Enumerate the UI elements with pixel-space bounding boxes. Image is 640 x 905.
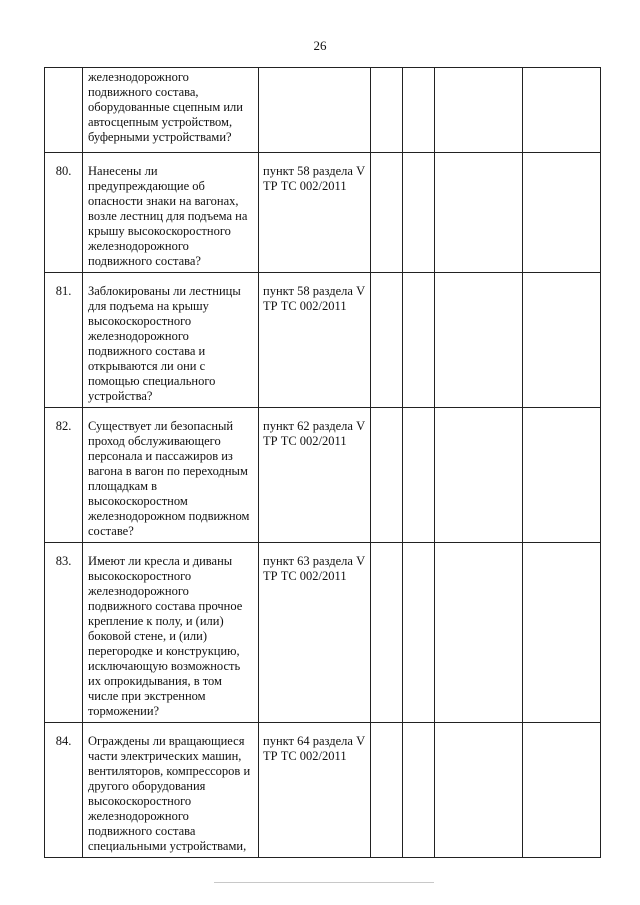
answer-cell-yes <box>371 153 403 273</box>
answer-cell-no <box>403 273 435 408</box>
row-question: Имеют ли кресла и диваны высокоскоростного железнодорожного подвижного состава прочное крепление к полу, и (или) боковой стене, и (или) перегородке и конструкцию, исключающую возможность их опрокидывания, в том числе при экстренном торможении? <box>83 543 259 723</box>
row-number: 84. <box>45 723 83 858</box>
row-reference: пункт 64 раздела V ТР ТС 002/2011 <box>259 723 371 858</box>
answer-cell-no <box>403 408 435 543</box>
row-number: 82. <box>45 408 83 543</box>
row-reference: пункт 63 раздела V ТР ТС 002/2011 <box>259 543 371 723</box>
answer-cell-na <box>435 68 523 153</box>
row-reference: пункт 58 раздела V ТР ТС 002/2011 <box>259 273 371 408</box>
note-cell <box>523 68 601 153</box>
answer-cell-na <box>435 408 523 543</box>
row-reference <box>259 68 371 153</box>
table-row <box>45 153 601 273</box>
answer-cell-no <box>403 723 435 858</box>
checklist-table <box>44 67 601 858</box>
row-number: 80. <box>45 153 83 273</box>
answer-cell-na <box>435 723 523 858</box>
answer-cell-yes <box>371 723 403 858</box>
answer-cell-no <box>403 543 435 723</box>
row-question: железнодорожного подвижного состава, оборудованные сцепным или автосцепным устройством, буферными устройствами? <box>83 68 259 153</box>
answer-cell-na <box>435 543 523 723</box>
answer-cell-yes <box>371 68 403 153</box>
answer-cell-yes <box>371 543 403 723</box>
page-number: 26 <box>313 38 327 53</box>
note-cell <box>523 723 601 858</box>
note-cell <box>523 153 601 273</box>
footer-divider <box>214 882 434 883</box>
row-number <box>45 68 83 153</box>
answer-cell-na <box>435 153 523 273</box>
row-question: Заблокированы ли лестницы для подъема на крышу высокоскоростного железнодорожного подвижного состава и открываются ли они с помощью специального устройства? <box>83 273 259 408</box>
note-cell <box>523 408 601 543</box>
row-number: 83. <box>45 543 83 723</box>
table-row <box>45 68 601 153</box>
row-number: 81. <box>45 273 83 408</box>
table-row <box>45 408 601 543</box>
row-question: Ограждены ли вращающиеся части электрических машин, вентиляторов, компрессоров и другого оборудования высокоскоростного железнодорожного подвижного состава специальными устройствами, <box>83 723 259 858</box>
table-row <box>45 723 601 858</box>
table-row <box>45 273 601 408</box>
row-reference: пункт 62 раздела V ТР ТС 002/2011 <box>259 408 371 543</box>
row-question: Нанесены ли предупреждающие об опасности знаки на вагонах, возле лестниц для подъема на крышу высокоскоростного железнодорожного подвижного состава? <box>83 153 259 273</box>
answer-cell-no <box>403 68 435 153</box>
answer-cell-yes <box>371 273 403 408</box>
note-cell <box>523 273 601 408</box>
table-row <box>45 543 601 723</box>
row-question: Существует ли безопасный проход обслуживающего персонала и пассажиров из вагона в вагон по переходным площадкам в высокоскоростном железнодорожном подвижном составе? <box>83 408 259 543</box>
answer-cell-yes <box>371 408 403 543</box>
answer-cell-na <box>435 273 523 408</box>
answer-cell-no <box>403 153 435 273</box>
note-cell <box>523 543 601 723</box>
row-reference: пункт 58 раздела V ТР ТС 002/2011 <box>259 153 371 273</box>
